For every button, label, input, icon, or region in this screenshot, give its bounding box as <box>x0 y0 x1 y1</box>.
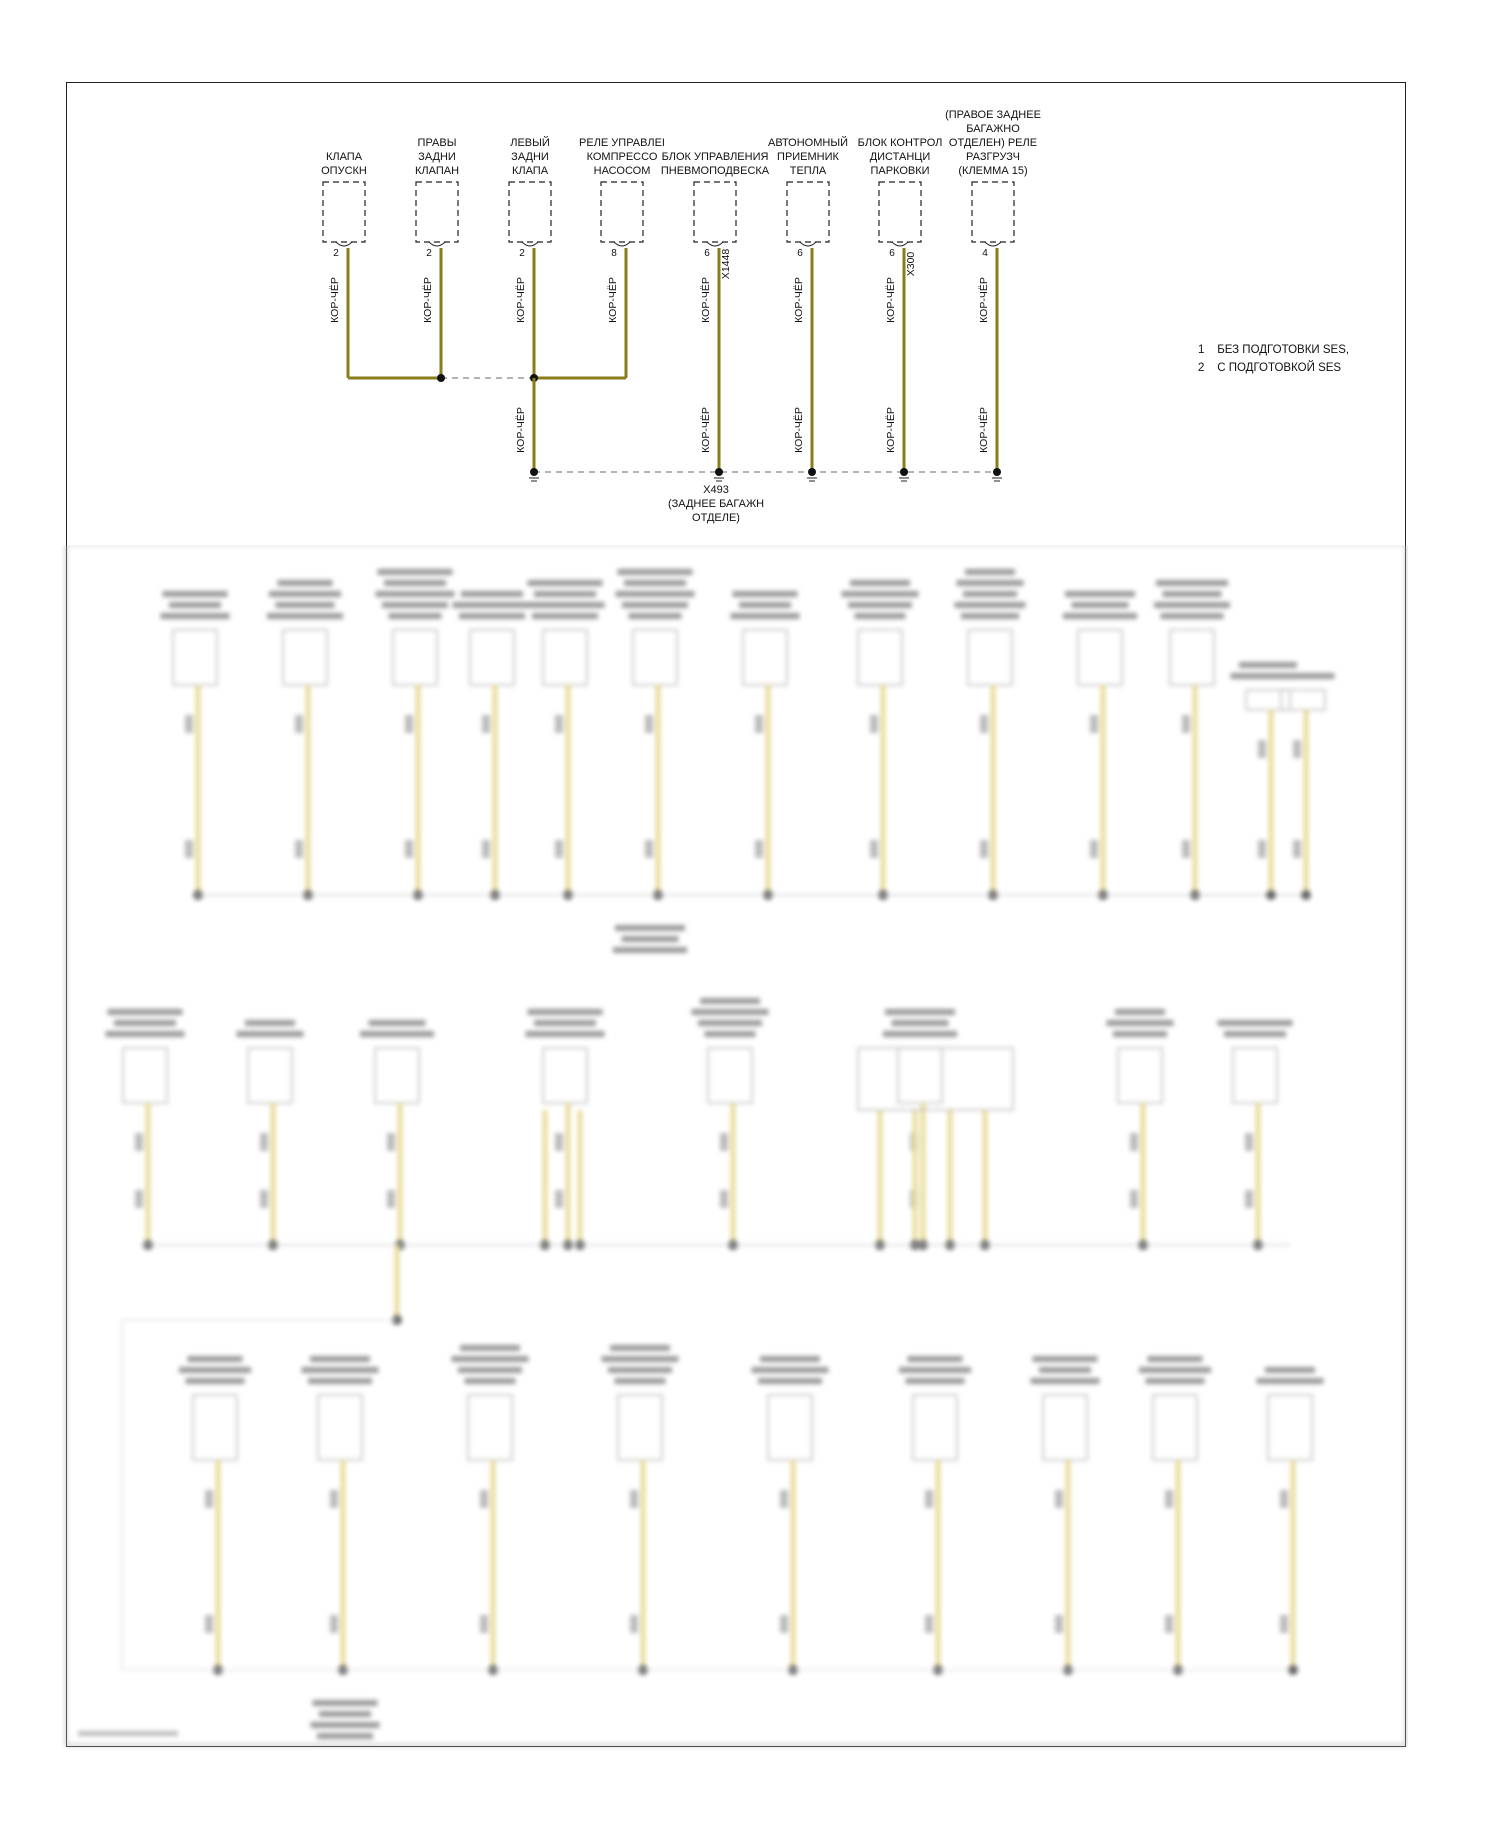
blurred-text <box>389 613 442 619</box>
blurred-text <box>760 1356 820 1362</box>
blurred-text <box>1265 1367 1315 1373</box>
blurred-text <box>313 1700 378 1706</box>
blurred-label <box>135 1190 143 1208</box>
blurred-text <box>526 602 605 608</box>
ground-point <box>715 468 723 476</box>
blurred-label <box>1258 840 1266 858</box>
blurred-label <box>482 715 490 733</box>
legend-text: БЕЗ ПОДГОТОВКИ SES, <box>1217 344 1350 356</box>
blurred-box <box>743 630 787 685</box>
blurred-text <box>1272 673 1335 679</box>
blurred-text <box>1065 591 1135 597</box>
blurred-label <box>755 840 763 858</box>
blurred-text <box>1218 1020 1293 1026</box>
component-box <box>972 182 1014 242</box>
pin-number: 8 <box>611 248 617 259</box>
blurred-label <box>185 715 193 733</box>
blurred-text <box>733 591 798 597</box>
blurred-box <box>1170 630 1214 685</box>
blurred-text <box>317 1733 373 1739</box>
blurred-text <box>369 1020 426 1026</box>
blurred-ground <box>1266 890 1276 900</box>
component-label: ОТДЕЛЕН) РЕЛЕ <box>948 137 1038 149</box>
blurred-box <box>193 1395 237 1460</box>
blurred-label <box>135 1133 143 1151</box>
blurred-text <box>106 1031 185 1037</box>
blurred-box <box>173 630 217 685</box>
blurred-label <box>1245 1190 1253 1208</box>
component-box <box>694 182 736 242</box>
component-box <box>879 182 921 242</box>
blurred-text <box>1039 1367 1091 1373</box>
blurred-box <box>1246 690 1290 710</box>
blurred-text <box>752 1367 829 1373</box>
blurred-box <box>1118 1048 1162 1103</box>
blurred-box <box>633 630 677 685</box>
blurred-text <box>460 1345 520 1351</box>
blurred-text <box>528 1009 603 1015</box>
component-label: ОПУСКН <box>321 165 367 177</box>
legend-number: 1 <box>1198 344 1205 356</box>
blurred-label <box>405 715 413 733</box>
wire-color-label: КОР-ЧЁР <box>978 407 990 453</box>
blurred-text <box>963 591 1017 597</box>
blurred-text <box>1146 1378 1205 1384</box>
legend-number: 2 <box>1198 362 1205 374</box>
blurred-label <box>330 1615 338 1633</box>
blurred-text <box>1113 1031 1167 1037</box>
pin-terminal <box>892 242 908 246</box>
ground-desc: ОТДЕЛЕ) <box>692 512 740 524</box>
blurred-lower-diagram <box>58 545 1408 1760</box>
blurred-text <box>848 602 912 608</box>
component-label: КЛАПАН <box>414 165 460 177</box>
blurred-label <box>555 1190 563 1208</box>
blurred-box <box>1281 690 1325 710</box>
blurred-text <box>276 602 335 608</box>
component-label: КОМПРЕССО <box>586 151 658 163</box>
blurred-text <box>1063 613 1137 619</box>
blurred-text <box>739 602 791 608</box>
pin-number: 6 <box>704 248 710 259</box>
blurred-text <box>692 1009 769 1015</box>
component-box <box>416 182 458 242</box>
blurred-box <box>283 630 327 685</box>
wire-color-label: КОР-ЧЁР <box>978 277 990 323</box>
blurred-text <box>622 936 679 942</box>
blurred-label <box>780 1615 788 1633</box>
blurred-text <box>532 613 598 619</box>
blurred-text <box>169 602 221 608</box>
blurred-text <box>308 1378 372 1384</box>
pin-number: 2 <box>519 248 525 259</box>
blurred-label <box>720 1133 728 1151</box>
component-label: ДИСТАНЦИ <box>869 151 931 163</box>
component-box <box>509 182 551 242</box>
blurred-label <box>1130 1190 1138 1208</box>
component-label: АВТОНОМНЫЙ <box>768 137 848 149</box>
blurred-box <box>1233 1048 1277 1103</box>
component-label: НАСОСОМ <box>593 165 651 177</box>
blurred-box <box>768 1395 812 1460</box>
component-box <box>601 182 643 242</box>
blurred-label <box>405 840 413 858</box>
blurred-box <box>1153 1395 1197 1460</box>
component-label: БЛОК КОНТРОЛ <box>857 137 943 149</box>
wire-color-label: КОР-ЧЁР <box>329 277 341 323</box>
blurred-text <box>705 1031 756 1037</box>
component-label: ТЕПЛА <box>789 165 827 177</box>
component-box <box>323 182 365 242</box>
blurred-text <box>1163 591 1222 597</box>
blurred-label <box>205 1615 213 1633</box>
blurred-box <box>1043 1395 1087 1460</box>
blurred-label <box>1182 840 1190 858</box>
blurred-text <box>1224 1031 1286 1037</box>
blurred-text <box>526 1031 605 1037</box>
ground-desc: (ЗАДНЕЕ БАГАЖН <box>667 498 765 510</box>
blurred-label <box>295 715 303 733</box>
blurred-text <box>622 602 688 608</box>
blurred-label <box>980 840 988 858</box>
blurred-text <box>608 1367 672 1373</box>
blurred-text <box>602 1356 679 1362</box>
component-label: КЛАПА <box>325 151 363 163</box>
wire-color-label: КОР-ЧЁР <box>515 277 527 323</box>
blurred-text <box>384 580 446 586</box>
blurred-label <box>555 715 563 733</box>
blurred-label <box>1165 1615 1173 1633</box>
wire-color-label: КОР-ЧЁР <box>607 277 619 323</box>
wire-color-label: КОР-ЧЁР <box>515 407 527 453</box>
blurred-label <box>1245 1133 1253 1151</box>
blurred-box <box>898 1048 942 1103</box>
blurred-label <box>1182 715 1190 733</box>
pin-terminal <box>707 242 723 246</box>
blurred-text <box>237 1031 304 1037</box>
blurred-text <box>855 613 906 619</box>
blurred-text <box>245 1020 295 1026</box>
blurred-text <box>179 1367 251 1373</box>
blurred-label <box>1280 1490 1288 1508</box>
blurred-label <box>1055 1615 1063 1633</box>
blurred-text <box>376 591 455 597</box>
component-label: ПАРКОВКИ <box>870 165 930 177</box>
component-label: ПНЕВМОПОДВЕСКА <box>660 165 770 177</box>
blurred-text <box>955 602 1026 608</box>
blurred-text <box>700 998 760 1004</box>
blurred-text <box>616 591 695 597</box>
pin-terminal <box>800 242 816 246</box>
blurred-text <box>1148 1356 1203 1362</box>
blurred-text <box>615 925 685 931</box>
blurred-label <box>755 715 763 733</box>
legend-item-1 <box>1198 344 1349 356</box>
blurred-text <box>267 613 343 619</box>
blurred-text <box>310 1356 370 1362</box>
component-label: ЗАДНИ <box>511 151 549 163</box>
splice-point <box>437 374 445 382</box>
component-label: ПРИЕМНИК <box>777 151 839 163</box>
blurred-text <box>1033 1356 1098 1362</box>
blurred-text <box>908 1356 963 1362</box>
wire-color-label: КОР-ЧЁР <box>793 407 805 453</box>
legend-item-2 <box>1198 362 1341 374</box>
component-label: РЕЛЕ УПРАВЛЕІ <box>579 137 665 149</box>
pin-terminal <box>985 242 1001 246</box>
blurred-text <box>629 613 682 619</box>
blurred-text <box>885 1009 955 1015</box>
pin-number: 6 <box>889 248 895 259</box>
blurred-label <box>645 840 653 858</box>
blurred-label <box>555 1133 563 1151</box>
blurred-text <box>453 602 532 608</box>
blurred-label <box>630 1615 638 1633</box>
blurred-text <box>163 591 228 597</box>
blurred-box <box>248 1048 292 1103</box>
blurred-text <box>459 613 525 619</box>
blurred-text <box>1115 1009 1165 1015</box>
blurred-text <box>278 580 333 586</box>
blurred-text <box>1156 580 1228 586</box>
blurred-label <box>925 1615 933 1633</box>
blurred-text <box>108 1009 183 1015</box>
pin-number: 2 <box>426 248 432 259</box>
blurred-text <box>899 1367 971 1373</box>
pin-terminal <box>429 242 445 246</box>
blurred-text <box>360 1031 434 1037</box>
wire-color-label: КОР-ЧЁР <box>885 277 897 323</box>
blurred-text <box>1072 602 1129 608</box>
component-box <box>787 182 829 242</box>
pin-terminal <box>614 242 630 246</box>
blurred-text <box>378 569 453 575</box>
ground-point <box>900 468 908 476</box>
ground-point <box>530 468 538 476</box>
blurred-label <box>1280 1615 1288 1633</box>
blurred-text <box>534 1020 596 1026</box>
blurred-label <box>330 1490 338 1508</box>
blurred-text <box>1239 662 1297 668</box>
blurred-text <box>78 1731 178 1736</box>
blurred-box <box>123 1048 167 1103</box>
blurred-text <box>892 1020 949 1026</box>
wire-color-label: КОР-ЧЁР <box>793 277 805 323</box>
blurred-label <box>1055 1490 1063 1508</box>
component-label: БАГАЖНО <box>966 123 1020 135</box>
blurred-label <box>480 1490 488 1508</box>
blurred-label <box>1090 840 1098 858</box>
blurred-text <box>186 1378 245 1384</box>
blurred-label <box>1293 740 1301 758</box>
connector-label: X300 <box>905 251 917 277</box>
blurred-label <box>1130 1133 1138 1151</box>
blurred-box <box>470 630 514 685</box>
wire-color-label: КОР-ЧЁР <box>700 407 712 453</box>
blurred-text <box>613 947 687 953</box>
blurred-box <box>375 1048 419 1103</box>
blurred-label <box>870 840 878 858</box>
blurred-text <box>883 1031 957 1037</box>
blurred-text <box>842 591 919 597</box>
pin-number: 4 <box>982 248 988 259</box>
blurred-box <box>858 1048 1013 1110</box>
blurred-text <box>188 1356 243 1362</box>
blurred-text <box>114 1020 176 1026</box>
blurred-label <box>645 715 653 733</box>
blurred-text <box>618 569 693 575</box>
component-label: ЗАДНИ <box>418 151 456 163</box>
blurred-text <box>302 1367 379 1373</box>
blurred-box <box>618 1395 662 1460</box>
blurred-text <box>382 602 448 608</box>
blurred-text <box>698 1020 762 1026</box>
blurred-text <box>1107 1020 1174 1026</box>
blurred-label <box>870 715 878 733</box>
blurred-box <box>318 1395 362 1460</box>
pin-terminal <box>336 242 352 246</box>
blurred-label <box>1293 840 1301 858</box>
blurred-text <box>758 1378 822 1384</box>
blurred-text <box>269 591 341 597</box>
blurred-text <box>1257 1378 1324 1384</box>
blurred-box <box>913 1395 957 1460</box>
blurred-text <box>319 1711 371 1717</box>
blurred-box <box>968 630 1012 685</box>
blurred-label <box>482 840 490 858</box>
blurred-box <box>543 630 587 685</box>
blurred-text <box>458 1367 522 1373</box>
component-label: КЛАПА <box>511 165 549 177</box>
blurred-text <box>1154 602 1230 608</box>
blurred-label <box>1165 1490 1173 1508</box>
blurred-label <box>1090 715 1098 733</box>
blurred-label <box>555 840 563 858</box>
blurred-ground <box>1301 890 1311 900</box>
blurred-label <box>720 1190 728 1208</box>
wire-color-label: КОР-ЧЁР <box>885 407 897 453</box>
component-label: ПРАВЫ <box>417 137 457 149</box>
blurred-label <box>480 1615 488 1633</box>
pin-terminal <box>522 242 538 246</box>
blurred-label <box>925 1490 933 1508</box>
ground-point <box>993 468 1001 476</box>
component-label: ЛЕВЫЙ <box>510 137 550 149</box>
blurred-text <box>731 613 800 619</box>
blurred-text <box>1161 613 1224 619</box>
blurred-label <box>295 840 303 858</box>
blurred-text <box>957 580 1024 586</box>
blurred-text <box>452 1356 529 1362</box>
blurred-box <box>393 630 437 685</box>
blurred-label <box>185 840 193 858</box>
blurred-text <box>624 580 686 586</box>
blurred-box <box>708 1048 752 1103</box>
blurred-box <box>468 1395 512 1460</box>
blurred-text <box>528 580 603 586</box>
blurred-label <box>1258 740 1266 758</box>
component-label: РАЗГРУЗЧ <box>966 151 1020 163</box>
blurred-label <box>980 715 988 733</box>
blurred-label <box>260 1133 268 1151</box>
ground-id: X493 <box>703 484 729 496</box>
blurred-text <box>615 1378 666 1384</box>
blurred-label <box>630 1490 638 1508</box>
component-label: БЛОК УПРАВЛЕНИЯ <box>661 151 769 163</box>
blurred-text <box>534 591 596 597</box>
blurred-box <box>1078 630 1122 685</box>
blurred-label <box>780 1490 788 1508</box>
wire-color-label: КОР-ЧЁР <box>700 277 712 323</box>
blurred-text <box>311 1722 380 1728</box>
blurred-text <box>1139 1367 1211 1373</box>
ground-point <box>808 468 816 476</box>
blurred-text <box>850 580 910 586</box>
blurred-text <box>965 569 1015 575</box>
blurred-text <box>465 1378 516 1384</box>
blurred-box <box>1268 1395 1312 1460</box>
connector-label: X1448 <box>720 248 732 280</box>
blurred-label <box>205 1490 213 1508</box>
blurred-text <box>610 1345 670 1351</box>
blurred-label <box>260 1190 268 1208</box>
blurred-text <box>961 613 1019 619</box>
blurred-box <box>858 630 902 685</box>
pin-number: 2 <box>333 248 339 259</box>
blurred-text <box>1031 1378 1100 1384</box>
blurred-box <box>543 1048 587 1103</box>
blurred-text <box>461 591 523 597</box>
wire-color-label: КОР-ЧЁР <box>422 277 434 323</box>
blurred-label <box>387 1190 395 1208</box>
blurred-text <box>161 613 230 619</box>
legend-text: С ПОДГОТОВКОЙ SES <box>1217 362 1342 374</box>
blurred-text <box>906 1378 965 1384</box>
pin-number: 6 <box>797 248 803 259</box>
component-label: (ПРАВОЕ ЗАДНЕЕ <box>945 109 1041 121</box>
component-label: (КЛЕММА 15) <box>958 165 1028 177</box>
blurred-label <box>387 1133 395 1151</box>
